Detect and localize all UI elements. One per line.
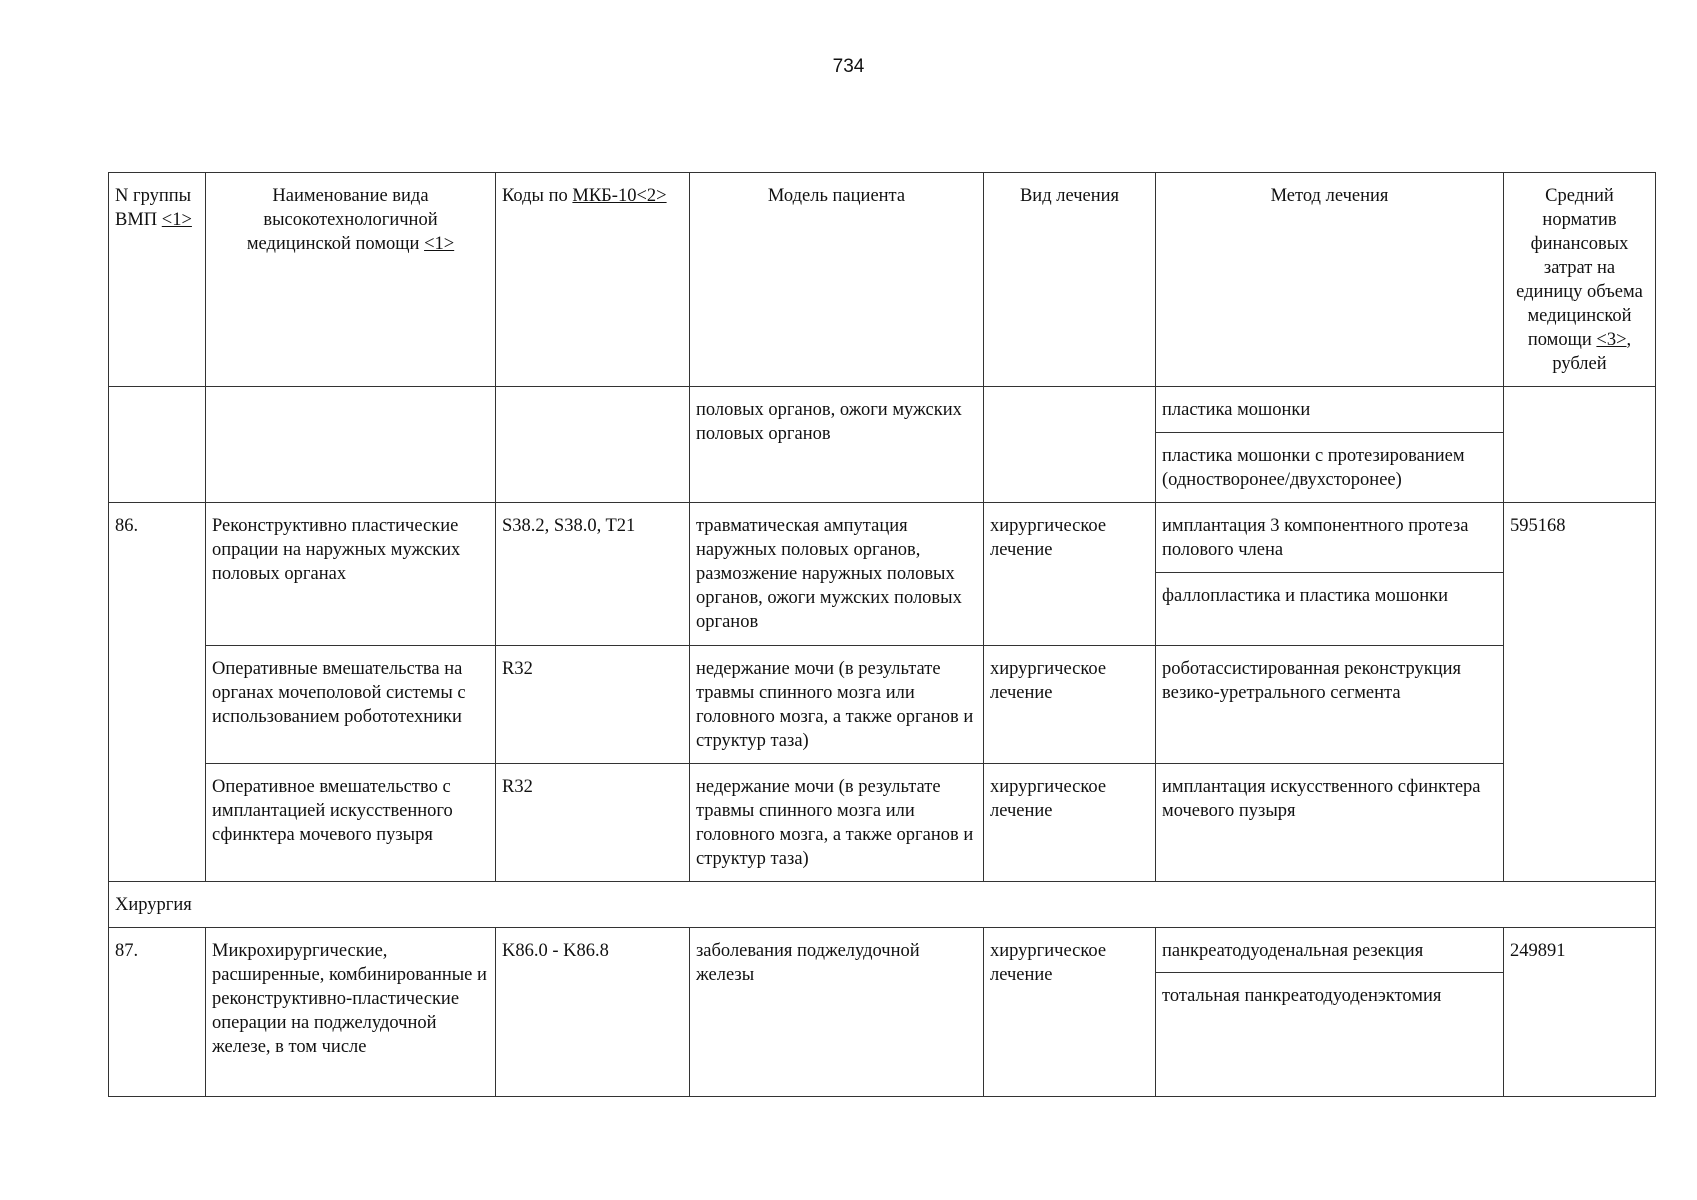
cell-treatment-type: хирургическое лечение [984, 928, 1156, 1097]
table-row [109, 646, 1656, 764]
cell-patient-model: заболевания поджелудочной железы [690, 928, 984, 1097]
cell-care-type-name: Оперативное вмешательство с имплантацией искусственного сфинктера мочевого пузыря [206, 764, 496, 882]
table-header-row [109, 173, 1656, 387]
cell-group-number [109, 387, 206, 503]
cell-care-type-name: Оперативные вмешательства на органах мочеполовой системы с использованием робототехники [206, 646, 496, 764]
cell-care-type-name: Микрохирургические, расширенные, комбинированные и реконструктивно-пластические операции на поджелудочной железе, в том числе [206, 928, 496, 1097]
table-row [109, 764, 1656, 882]
cell-icd-codes: R32 [496, 764, 690, 882]
table-row [109, 387, 1656, 433]
page-number: 734 [832, 56, 865, 77]
cell-treatment-method: панкреатодуоденальная резекция [1156, 928, 1504, 973]
header-patient-model: Модель пациента [690, 173, 984, 387]
cell-treatment-method: роботассистированная реконструкция везико-уретрального сегмента [1156, 646, 1504, 764]
cell-treatment-method: имплантация искусственного сфинктера мочевого пузыря [1156, 764, 1504, 882]
cell-icd-codes: K86.0 - K86.8 [496, 928, 690, 1097]
cell-treatment-type: хирургическое лечение [984, 764, 1156, 882]
header-treatment-method: Метод лечения [1156, 173, 1504, 387]
footnote-ref-link[interactable]: <1> [161, 210, 192, 230]
icd10-link[interactable]: МКБ-10<2> [572, 186, 667, 206]
cell-average-cost: 249891 [1504, 928, 1656, 1097]
cell-group-number: 86. [109, 503, 206, 882]
cell-treatment-method: пластика мошонки с протезированием (одностворонее/двухсторонее) [1156, 433, 1504, 503]
header-treatment-type: Вид лечения [984, 173, 1156, 387]
cell-icd-codes: S38.2, S38.0, T21 [496, 503, 690, 646]
section-title: Хирургия [109, 882, 1656, 928]
footnote-ref-link[interactable]: <3> [1596, 330, 1627, 350]
table-row [109, 503, 1656, 573]
header-average-cost: Средний норматив финансовых затрат на единицу объема медицинской помощи <3>, рублей [1504, 173, 1656, 387]
cell-treatment-type: хирургическое лечение [984, 646, 1156, 764]
header-group-number: N группы ВМП <1> [109, 173, 206, 387]
cell-average-cost: 595168 [1504, 503, 1656, 882]
cell-patient-model: недержание мочи (в результате травмы спинного мозга или головного мозга, а также органов и структур таза) [690, 764, 984, 882]
cell-icd-codes [496, 387, 690, 503]
cell-group-number: 87. [109, 928, 206, 1097]
section-row [109, 882, 1656, 928]
cell-patient-model: недержание мочи (в результате травмы спинного мозга или головного мозга, а также органов и структур таза) [690, 646, 984, 764]
cell-treatment-method: тотальная панкреатодуоденэктомия [1156, 973, 1504, 1097]
cell-treatment-method: пластика мошонки [1156, 387, 1504, 433]
cell-treatment-method: имплантация 3 компонентного протеза полового члена [1156, 503, 1504, 573]
cell-care-type-name: Реконструктивно пластические опрации на наружных мужских половых органах [206, 503, 496, 646]
table-row [109, 928, 1656, 973]
cell-treatment-type: хирургическое лечение [984, 503, 1156, 646]
cell-average-cost [1504, 387, 1656, 503]
cell-treatment-type [984, 387, 1156, 503]
footnote-ref-link[interactable]: <1> [424, 234, 455, 254]
cell-patient-model: травматическая ампутация наружных половых органов, размозжение наружных половых органов, ожоги мужских половых органов [690, 503, 984, 646]
cell-treatment-method: фаллопластика и пластика мошонки [1156, 573, 1504, 646]
cell-care-type-name [206, 387, 496, 503]
header-icd-codes: Коды по МКБ-10<2> [496, 173, 690, 387]
cell-icd-codes: R32 [496, 646, 690, 764]
cell-patient-model: половых органов, ожоги мужских половых органов [690, 387, 984, 503]
header-care-type-name: Наименование вида высокотехнологичной медицинской помощи <1> [206, 173, 496, 387]
vmp-table [108, 172, 1656, 1097]
